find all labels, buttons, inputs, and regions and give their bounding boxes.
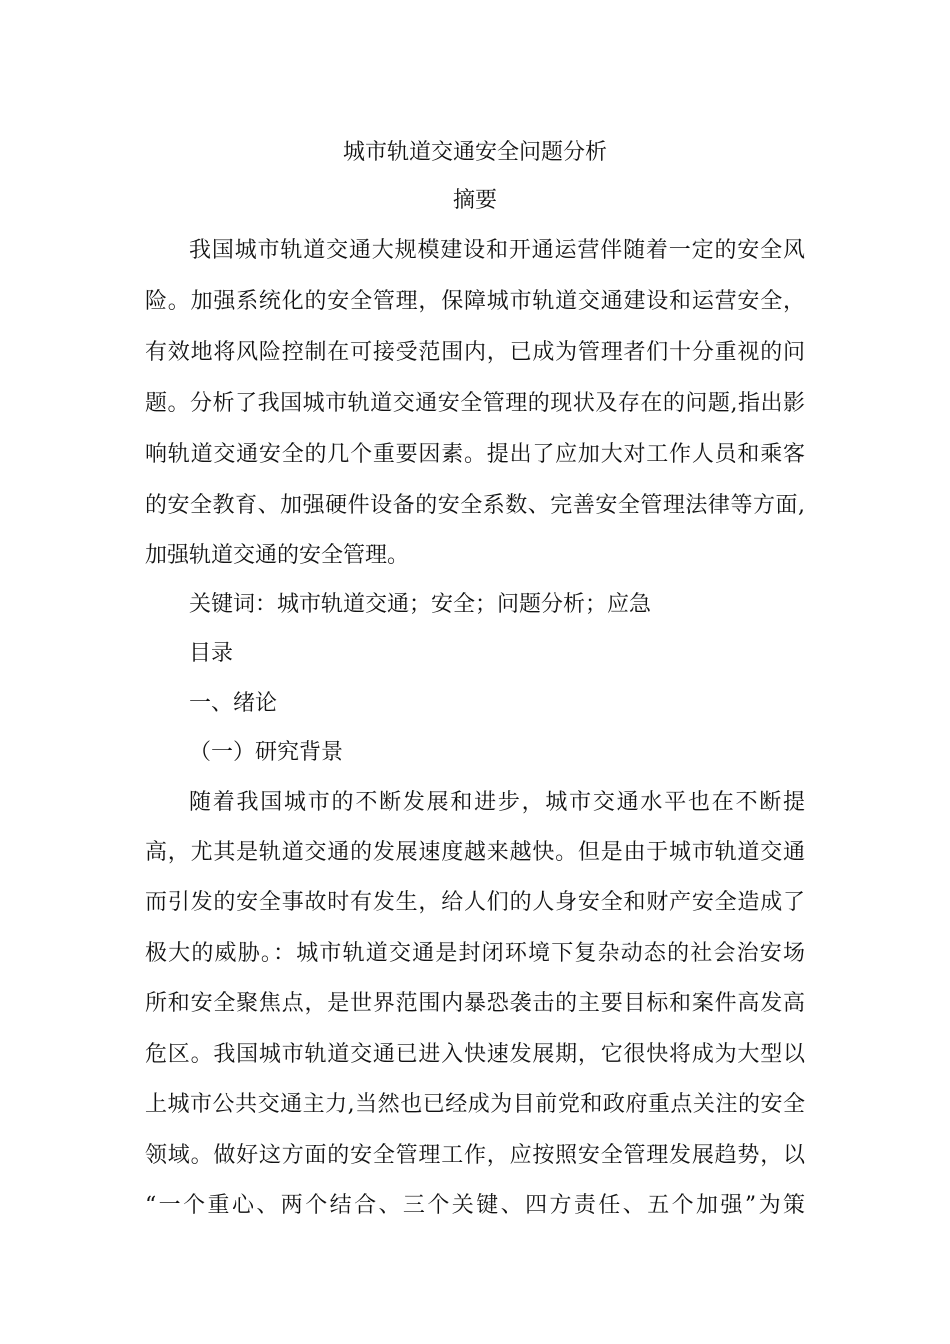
abstract-line: 响轨道交通安全的几个重要因素。提出了应加大对工作人员和乘客: [145, 442, 805, 467]
abstract-line: 的安全教育、加强硬件设备的安全系数、完善安全管理法律等方面,: [145, 493, 805, 518]
body-line: 上城市公共交通主力,当然也已经成为目前党和政府重点关注的安全: [145, 1092, 805, 1117]
subsection-heading: （一）研究背景: [189, 740, 344, 765]
abstract-line: 加强轨道交通的安全管理。: [145, 543, 410, 568]
body-line: 极大的威胁。：城市轨道交通是封闭环境下复杂动态的社会治安场: [145, 941, 805, 966]
body-line: 随着我国城市的不断发展和进步，城市交通水平也在不断提: [189, 790, 805, 815]
abstract-line: 有效地将风险控制在可接受范围内，已成为管理者们十分重视的问: [145, 340, 805, 365]
abstract-line: 我国城市轨道交通大规模建设和开通运营伴随着一定的安全风: [189, 238, 805, 263]
body-line: 危区。我国城市轨道交通已进入快速发展期，它很快将成为大型以: [145, 1042, 805, 1067]
document-title: 城市轨道交通安全问题分析: [342, 140, 607, 165]
toc-heading: 目录: [189, 641, 234, 666]
keywords-line: 关键词：城市轨道交通；安全；问题分析；应急: [189, 592, 652, 617]
section-heading: 一、绪论: [189, 691, 278, 716]
abstract-line: 险。加强系统化的安全管理，保障城市轨道交通建设和运营安全，: [145, 289, 805, 314]
body-line: 领域。做好这方面的安全管理工作，应按照安全管理发展趋势，以: [145, 1143, 805, 1168]
body-line: 而引发的安全事故时有发生，给人们的人身安全和财产安全造成了: [145, 890, 805, 915]
body-line: 所和安全聚焦点，是世界范围内暴恐袭击的主要目标和案件高发高: [145, 991, 805, 1016]
body-line: “一个重心、两个结合、三个关键、四方责任、五个加强”为策: [145, 1193, 805, 1218]
body-line: 高，尤其是轨道交通的发展速度越来越快。但是由于城市轨道交通: [145, 840, 805, 865]
abstract-line: 题。分析了我国城市轨道交通安全管理的现状及存在的问题,指出影: [145, 391, 805, 416]
abstract-heading: 摘要: [452, 188, 497, 213]
